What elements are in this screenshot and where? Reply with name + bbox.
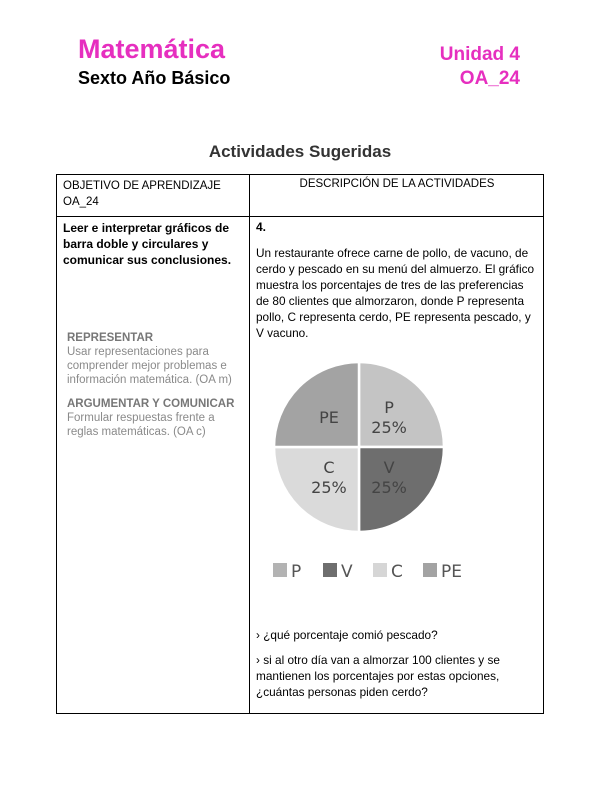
problem-statement: Un restaurante ofrece carne de pollo, de vacuno, de cerdo y pescado en su menú del almuerzo. El gráfico muestra los porcentajes de tres de las preferencias de 80 clientes que almorzaron, donde P representa pollo, C representa cerdo, PE representa pescado, y V vacuno. xyxy=(256,246,535,340)
legend-label-p: P xyxy=(291,562,302,582)
slice-pct-c: 25% xyxy=(311,478,347,498)
legend-label-pe: PE xyxy=(441,562,462,582)
question-1: › ¿qué porcentaje comió pescado? xyxy=(256,628,438,642)
skill-text-represent: Usar representaciones para comprender mejor problemas e información matemática. (OA m) xyxy=(67,346,232,386)
legend-label-c: C xyxy=(391,562,403,582)
section-title: Actividades Sugeridas xyxy=(208,142,392,161)
slice-pct-p: 25% xyxy=(371,417,407,437)
legend-swatch-pe xyxy=(423,563,437,577)
grade-subtitle: Sexto Año Básico xyxy=(78,68,231,88)
oa-label: OA_24 xyxy=(459,68,520,89)
skill-title-argue: ARGUMENTAR Y COMUNICAR xyxy=(67,398,235,410)
skill-text-argue: Formular respuestas frente a reglas matemáticas. (OA c) xyxy=(67,412,215,438)
slice-label-c: C xyxy=(323,458,335,478)
learning-objective: Leer e interpretar gráficos de barra doble y circulares y comunicar sus conclusiones. xyxy=(63,221,232,267)
activity-number: 4. xyxy=(256,220,267,234)
objective-column-header: OBJETIVO DE APRENDIZAJE OA_24 xyxy=(63,180,221,208)
legend-swatch-v xyxy=(323,563,337,577)
slice-label-pe: PE xyxy=(319,407,339,427)
slice-pct-v: 25% xyxy=(371,478,407,498)
skill-title-represent: REPRESENTAR xyxy=(67,332,154,344)
legend-label-v: V xyxy=(341,562,353,582)
slice-label-v: V xyxy=(383,458,395,478)
subject-title: Matemática xyxy=(78,34,226,64)
description-column-header: DESCRIPCIÓN DE LA ACTIVIDADES xyxy=(299,178,495,190)
legend-swatch-p xyxy=(273,563,287,577)
unit-label: Unidad 4 xyxy=(439,44,520,65)
legend-swatch-c xyxy=(373,563,387,577)
question-2: › si al otro día van a almorzar 100 clientes y se mantienen los porcentajes por estas opciones, ¿cuántas personas piden cerdo? xyxy=(256,653,500,699)
slice-label-p: P xyxy=(384,397,394,417)
pie-slice-pe xyxy=(274,362,359,447)
